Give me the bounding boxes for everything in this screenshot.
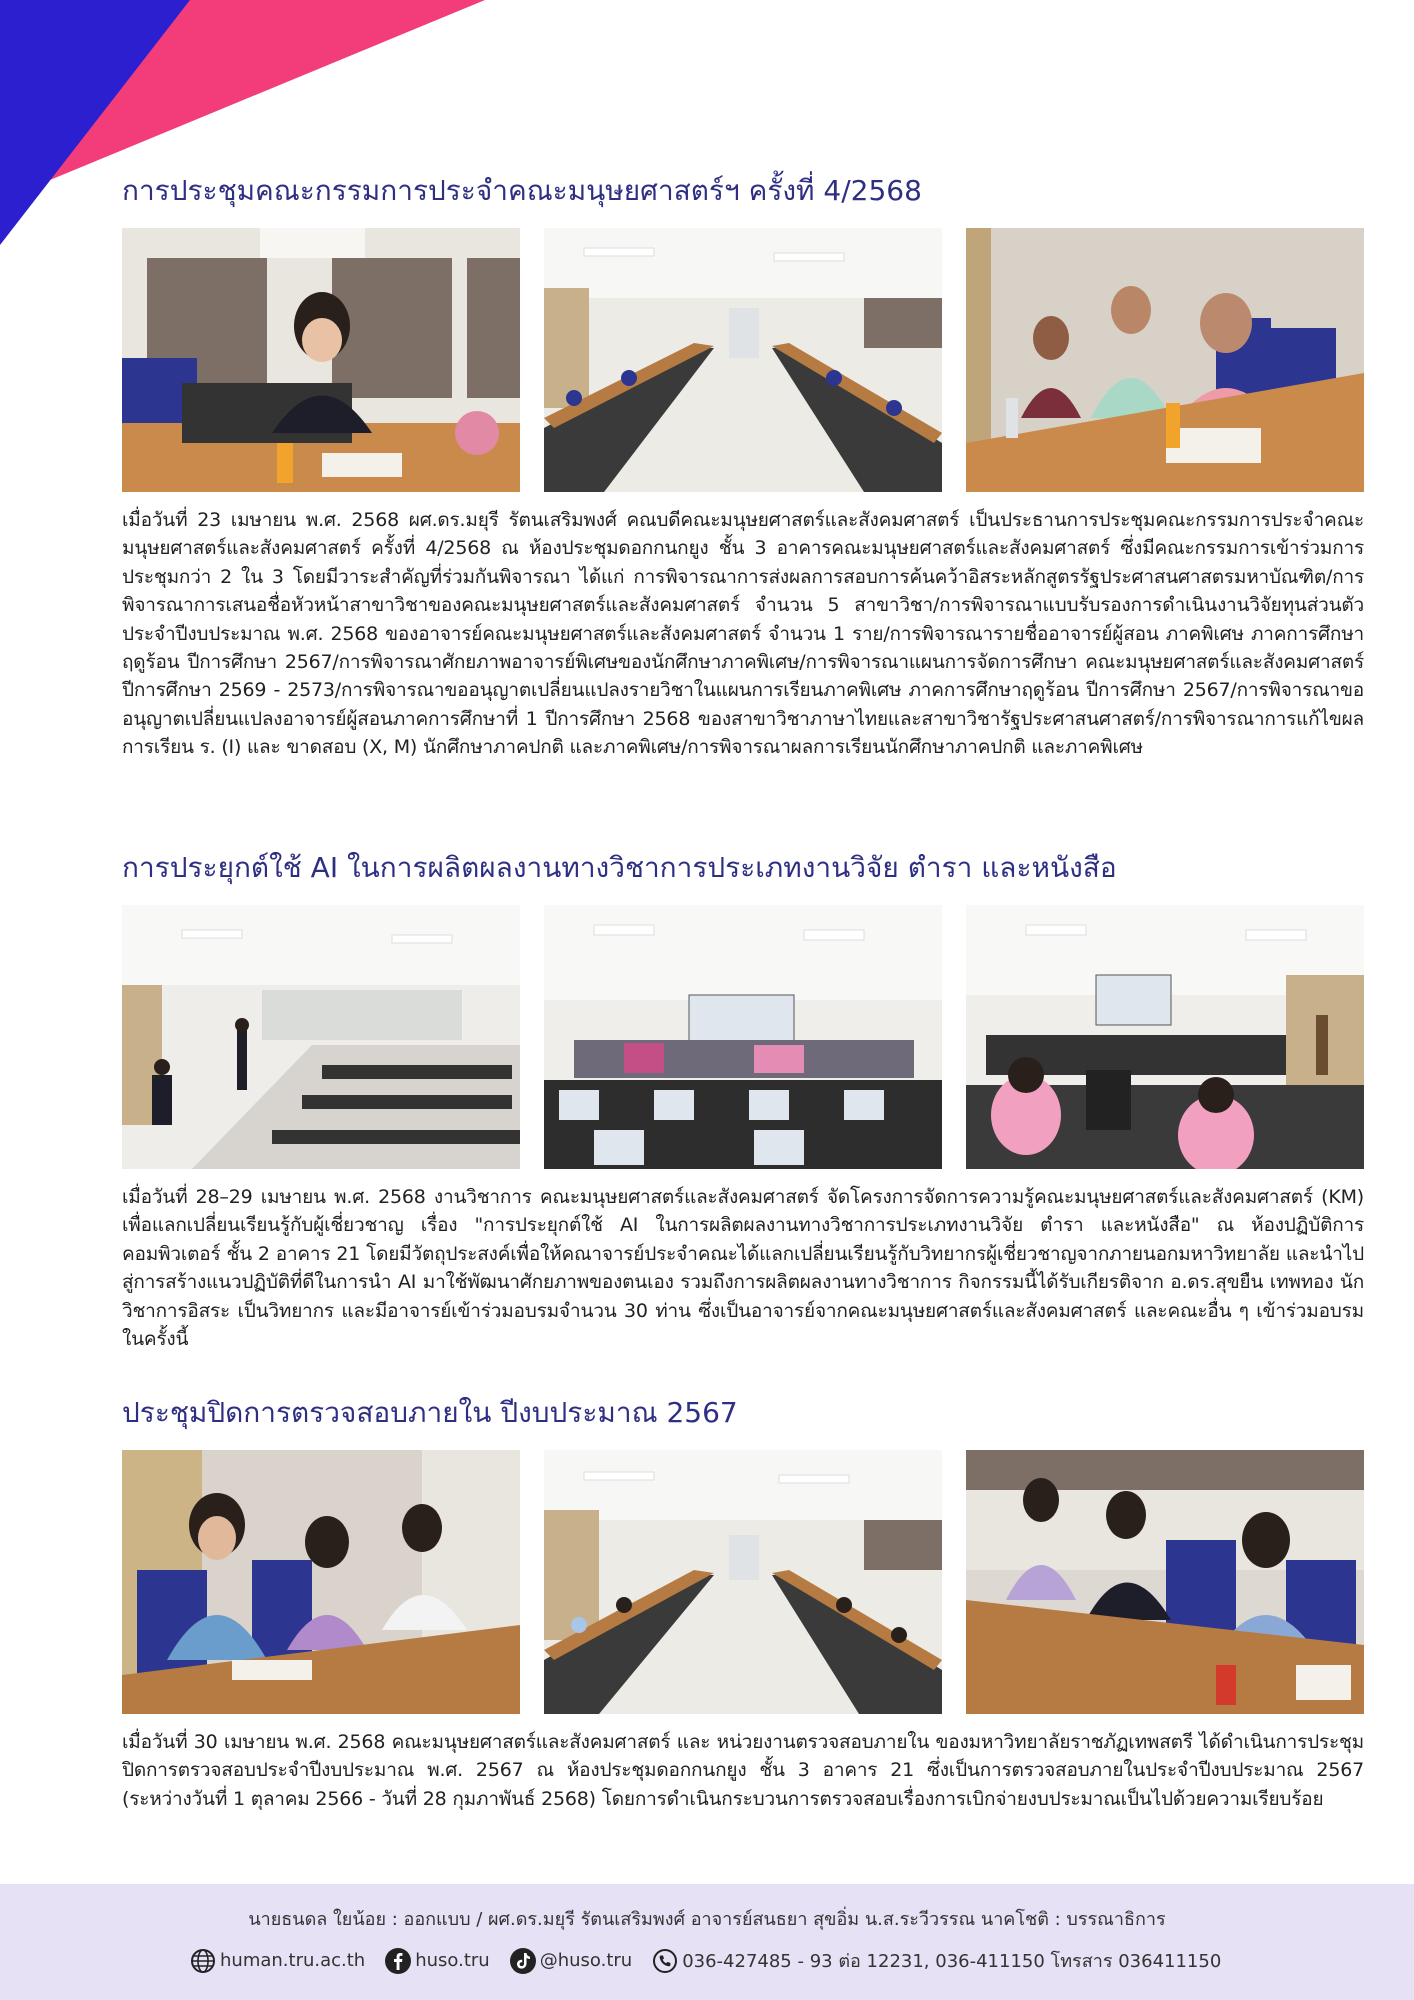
section-body: เมื่อวันที่ 30 เมษายน พ.ศ. 2568 คณะมนุษยศาสตร์และสังคมศาสตร์ และ หน่วยงานตรวจสอบภายใน ของมหาวิทยาลัยราชภัฏเทพสตรี ได้ดำเนินการประชุมปิดการตรวจสอบประจำปีงบประมาณ พ.ศ. 2567 ณ ห้องประชุมดอกกนกยูง ชั้น 3 อาคาร 21 ซึ่งเป็นการตรวจสอบภายในประจำปีงบประมาณ 2567 (ระหว่างวันที่ 1 ตุลาคม 2566 - วันที่ 28 กุมภาพันธ์ 2568) โดยการดำเนินกระบวนการตรวจสอบเรื่องการเบิกจ่ายงบประมาณเป็นไปด้วยความเรียบร้อย bbox=[122, 1731, 1364, 1810]
photo-computer-lab-speaker bbox=[122, 905, 520, 1169]
website-text: human.tru.ac.th bbox=[220, 1950, 366, 1971]
footer bbox=[0, 1884, 1414, 2000]
phone-icon bbox=[652, 1948, 678, 1974]
news-section-ai-workshop bbox=[122, 849, 1364, 1353]
globe-icon bbox=[190, 1948, 216, 1974]
section-heading: ประชุมปิดการตรวจสอบภายใน ปีงบประมาณ 2567 bbox=[122, 1396, 738, 1429]
photo-row bbox=[122, 228, 1364, 492]
tiktok-icon bbox=[510, 1948, 536, 1974]
facebook-text: huso.tru bbox=[415, 1950, 490, 1971]
photo-audit-officials bbox=[122, 1450, 520, 1714]
news-section-internal-audit bbox=[122, 1394, 1364, 1813]
phone-contact[interactable] bbox=[652, 1946, 1221, 1975]
facebook-icon bbox=[385, 1948, 411, 1974]
section-body: เมื่อวันที่ 28–29 เมษายน พ.ศ. 2568 งานวิชาการ คณะมนุษยศาสตร์และสังคมศาสตร์ จัดโครงการจัดการความรู้คณะมนุษยศาสตร์และสังคมศาสตร์ (KM) เพื่อแลกเปลี่ยนเรียนรู้กับผู้เชี่ยวชาญ เรื่อง "การประยุกต์ใช้ AI ในการผลิตผลงานทางวิชาการประเภทงานวิจัย ตำรา และหนังสือ" ณ ห้องปฏิบัติการคอมพิวเตอร์ ชั้น 2 อาคาร 21 โดยมีวัตถุประสงค์เพื่อให้คณาจารย์ประจำคณะได้แลกเปลี่ยนเรียนรู้กับวิทยากรผู้เชี่ยวชาญจากภายนอกมหาวิทยาลัย และนำไปสู่การสร้างแนวปฏิบัติที่ดีในการนำ AI มาใช้พัฒนาศักยภาพของตนเอง รวมถึงการผลิตผลงานทางวิชาการ กิจกรรมนี้ได้รับเกียรติจาก อ.ดร.สุขยืน เทพทอง นักวิชาการอิสระ เป็นวิทยากร และมีอาจารย์เข้าร่วมอบรมจำนวน 30 ท่าน ซึ่งเป็นอาจารย์จากคณะมนุษยศาสตร์และสังคมศาสตร์ และคณะอื่น ๆ เข้าร่วมอบรมในครั้งนี้ bbox=[122, 1186, 1364, 1351]
website-link[interactable] bbox=[190, 1948, 365, 1974]
section-heading: การประยุกต์ใช้ AI ในการผลิตผลงานทางวิชาการประเภทงานวิจัย ตำรา และหนังสือ bbox=[122, 851, 1117, 884]
tiktok-link[interactable] bbox=[510, 1948, 632, 1974]
section-body: เมื่อวันที่ 23 เมษายน พ.ศ. 2568 ผศ.ดร.มยุรี รัตนเสริมพงศ์ คณบดีคณะมนุษยศาสตร์และสังคมศาสตร์ เป็นประธานการประชุมคณะกรรมการประจำคณะมนุษยศาสตร์และสังคมศาสตร์ ครั้งที่ 4/2568 ณ ห้องประชุมดอกกนกยูง ชั้น 3 อาคารคณะมนุษยศาสตร์และสังคมศาสตร์ ซึ่งมีคณะกรรมการเข้าร่วมการประชุมกว่า 2 ใน 3 โดยมีวาระสำคัญที่ร่วมกันพิจารณา ได้แก่ การพิจารณาการส่งผลการสอบการค้นคว้าอิสระหลักสูตรรัฐประศาสนศาสตรมหาบัณฑิต/การพิจารณาการเสนอชื่อหัวหน้าสาขาวิชาของคณะมนุษยศาสตร์และสังคมศาสตร์ จำนวน 5 สาขาวิชา/การพิจารณาแบบรับรองการดำเนินงานวิจัยทุนส่วนตัว ประจำปีงบประมาณ พ.ศ. 2568 ของอาจารย์คณะมนุษยศาสตร์และสังคมศาสตร์ จำนวน 1 ราย/การพิจารณารายชื่ออาจารย์ผู้สอน ภาคพิเศษ ภาคการศึกษาฤดูร้อน ปีการศึกษา 2567/การพิจารณาศักยภาพอาจารย์พิเศษของนักศึกษาภาคพิเศษ/การพิจารณาแผนการจัดการศึกษา คณะมนุษยศาสตร์และสังคมศาสตร์ ปีการศึกษา 2569 - 2573/การพิจารณาขออนุญาตเปลี่ยนแปลงรายวิชาในแผนการเรียนภาคพิเศษ ภาคการศึกษาฤดูร้อน ปีการศึกษา 2567/การพิจารณาขออนุญาตเปลี่ยนแปลงอาจารย์ผู้สอนภาคการศึกษาที่ 1 ปีการศึกษา 2568 ของสาขาวิชาภาษาไทยและสาขาวิชารัฐประศาสนศาสตร์/การพิจารณาการแก้ไขผลการเรียน ร. (I) และ ขาดสอบ (X, M) นักศึกษาภาคปกติ และภาคพิเศษ/การพิจารณาผลการเรียนนักศึกษาภาคปกติ และภาคพิเศษ bbox=[122, 509, 1364, 759]
photo-participants-at-computers bbox=[966, 905, 1364, 1169]
phone-text: 036-427485 - 93 ต่อ 12231, 036-411150 โทรสาร 036411150 bbox=[682, 1951, 1222, 1972]
footer-credits: นายธนดล ใยน้อย : ออกแบบ / ผศ.ดร.มยุรี รัตนเสริมพงศ์ อาจารย์สนธยา สุขอิ่ม น.ส.ระวีวรรณ นาคโชติ : บรรณาธิการ bbox=[248, 1909, 1166, 1930]
footer-contacts bbox=[190, 1946, 1241, 1975]
facebook-link[interactable] bbox=[385, 1948, 489, 1974]
photo-row bbox=[122, 905, 1364, 1169]
photo-audit-participants bbox=[966, 1450, 1364, 1714]
photo-workshop-group bbox=[544, 905, 942, 1169]
photo-audit-meeting-room bbox=[544, 1450, 942, 1714]
photo-row bbox=[122, 1450, 1364, 1714]
news-section-committee-meeting bbox=[122, 172, 1364, 762]
photo-dean-at-meeting bbox=[122, 228, 520, 492]
section-heading: การประชุมคณะกรรมการประจำคณะมนุษยศาสตร์ฯ ครั้งที่ 4/2568 bbox=[122, 174, 922, 207]
tiktok-text: @huso.tru bbox=[539, 1950, 633, 1971]
photo-committee-members bbox=[966, 228, 1364, 492]
photo-meeting-room-wide bbox=[544, 228, 942, 492]
